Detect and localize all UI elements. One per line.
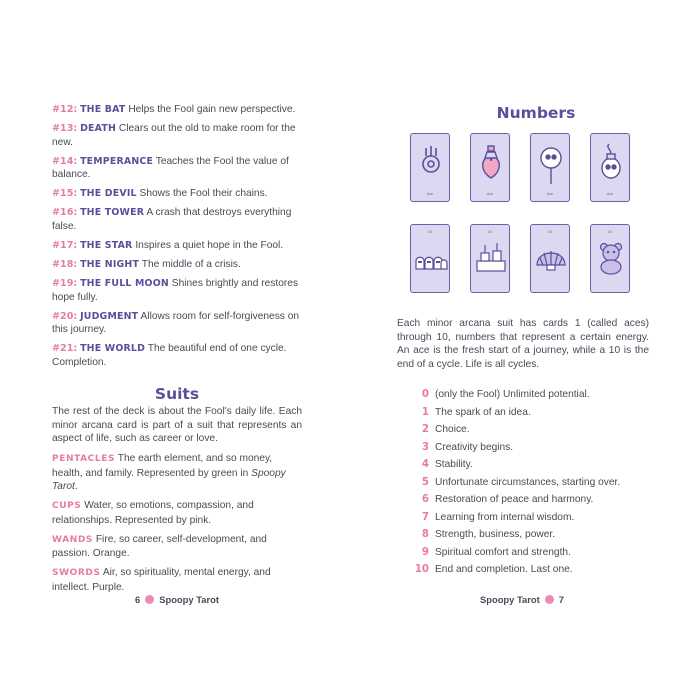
list-item: 0 (only the Fool) Unlimited potential.: [421, 389, 590, 400]
list-item: 1 The spark of an idea.: [421, 406, 531, 418]
list-item: #14: TEMPERANCE Teaches the Fool the value of balance.: [52, 155, 289, 181]
ok-hand-icon: Ace: [410, 133, 450, 202]
suits-list: [52, 452, 302, 600]
list-item: #19: THE FULL MOON Shines brightly and restores hope fully.: [52, 278, 299, 303]
list-item: CUPS Water, so emotions, compassion, and relationships. Represented by pink.: [52, 500, 254, 526]
book-title: Spoopy Tarot: [159, 594, 219, 605]
book-title: Spoopy Tarot: [480, 594, 540, 605]
list-item: 2 Choice.: [421, 424, 470, 435]
suits-intro: The rest of the deck is about the Fool's daily life. Each minor arcana card is part of a suit that represents an aspect of life, such as career or love.: [52, 406, 302, 444]
numbers-list: [409, 388, 649, 581]
suits-heading: Suits: [154, 385, 200, 403]
page-number: 6: [135, 594, 141, 605]
list-item: #13: DEATH Clears out the old to make room for the new.: [52, 123, 296, 148]
right-page: [350, 0, 700, 700]
list-item: #12: THE BAT Helps the Fool gain new perspective.: [52, 104, 296, 115]
list-item: #20: JUDGMENT Allows room for self-forgiveness on this journey.: [52, 310, 300, 336]
ghost-row-icon: 10: [410, 224, 450, 293]
list-item: 4 Stability.: [421, 459, 473, 470]
list-item: 6 Restoration of peace and harmony.: [421, 494, 594, 505]
list-item: 9 Spiritual comfort and strength.: [421, 546, 571, 558]
list-item: WANDS Fire, so career, self-development, and passion. Orange.: [52, 533, 267, 560]
numbers-heading: Numbers: [496, 104, 576, 122]
teddy-bear-icon: 10: [590, 224, 630, 293]
page-footer: [135, 594, 219, 605]
list-item: #21: THE WORLD The beautiful end of one cycle. Completion.: [52, 343, 287, 368]
page-footer: [480, 594, 564, 605]
dot-icon: [545, 595, 554, 604]
lollipop-icon: Ace: [530, 133, 570, 202]
list-item: 5 Unfortunate circumstances, starting over.: [421, 476, 621, 488]
skull-vase-icon: Ace: [590, 133, 630, 202]
list-item: 3 Creativity begins.: [421, 441, 514, 453]
list-item: SWORDS Air, so spirituality, mental energy, and intellect. Purple.: [52, 567, 271, 593]
list-item: 8 Strength, business, power.: [421, 529, 556, 540]
list-item: #17: THE STAR Inspires a quiet hope in the Fool.: [52, 239, 284, 251]
dot-icon: [145, 595, 154, 604]
list-item: 7 Learning from internal wisdom.: [421, 511, 575, 523]
major-arcana-list: [52, 103, 302, 375]
list-item: #18: THE NIGHT The middle of a crisis.: [52, 259, 241, 271]
numbers-intro: Each minor arcana suit has cards 1 (called aces) through 10, numbers that represent a certain energy. An ace is the fresh start of a journey, while a 10 is the end of a cycle. Life is all cycles.: [397, 318, 649, 370]
list-item: 10 End and completion. Last one.: [414, 564, 573, 575]
potion-heart-icon: Ace: [470, 133, 510, 202]
list-item: #15: THE DEVIL Shows the Fool their chains.: [52, 188, 268, 200]
shell-icon: 10: [530, 224, 570, 293]
castle-icon: 10: [470, 224, 510, 293]
page-number: 7: [558, 594, 564, 605]
list-item: PENTACLES The earth element, and so money, health, and family. Represented by green in Spoopy Tarot.: [52, 453, 286, 492]
list-item: #16: THE TOWER A crash that destroys everything false.: [52, 207, 292, 232]
